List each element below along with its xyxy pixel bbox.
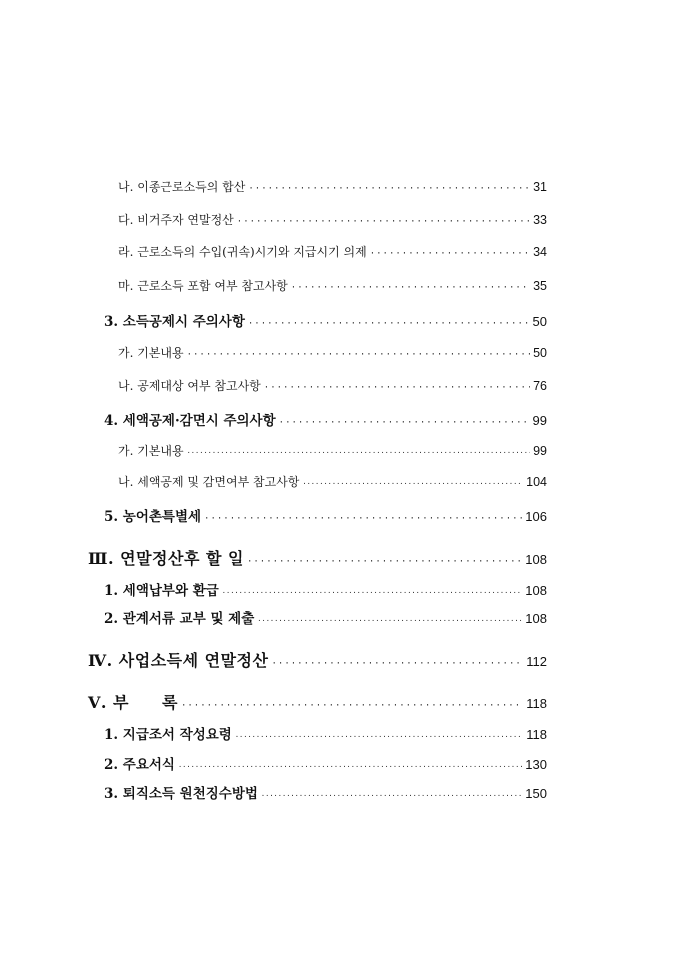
toc-entry[interactable]: [118, 473, 547, 490]
toc-page-number: 99: [533, 444, 547, 458]
toc-page-number: 99: [532, 413, 547, 428]
toc-page-number: 50: [533, 346, 547, 360]
dot-leader: [271, 659, 523, 669]
toc-page-number: 112: [526, 654, 547, 669]
toc-page-number: 104: [526, 475, 547, 489]
toc-page-number: 50: [532, 314, 547, 329]
toc-entry-label: 1. 세액납부와 환급: [104, 583, 219, 599]
toc-page-number: 118: [526, 727, 547, 742]
dot-leader: [187, 449, 531, 457]
toc-entry[interactable]: [104, 409, 547, 429]
toc-entry-label: Ⅳ. 사업소득세 연말정산: [88, 651, 269, 670]
toc-page-number: 108: [525, 552, 547, 567]
toc-page-number: 108: [525, 611, 547, 626]
dot-leader: [204, 514, 522, 524]
dot-leader: [187, 350, 531, 360]
dot-leader: [302, 480, 523, 488]
toc-page-number: 108: [525, 583, 547, 598]
toc-entry-label: 라. 근로소득의 수입(귀속)시기와 지급시기 의제: [118, 245, 367, 259]
toc-entry-label: 다. 비거주자 연말정산: [118, 213, 234, 227]
toc-entry-label: 1. 지급조서 작성요령: [104, 727, 232, 743]
toc-entry-label: 가. 기본내용: [118, 444, 184, 458]
toc-chapter[interactable]: [88, 546, 547, 569]
toc-entry[interactable]: [104, 607, 547, 627]
toc-entry[interactable]: [104, 753, 547, 773]
toc-page-number: 130: [525, 757, 547, 772]
dot-leader: [178, 763, 522, 771]
toc-entry[interactable]: [118, 243, 547, 260]
toc-entry-label: 2. 주요서식: [104, 757, 175, 773]
dot-leader: [248, 319, 530, 329]
toc-entry-label: 나. 세액공제 및 감면여부 참고사항: [118, 475, 300, 489]
dot-leader: [181, 701, 523, 711]
dot-leader: [370, 249, 530, 259]
toc-entry-label: 3. 소득공제시 주의사항: [104, 314, 245, 330]
toc-entry[interactable]: [104, 723, 547, 743]
toc-page-number: 76: [533, 379, 547, 393]
toc-entry-label: 3. 퇴직소득 원천징수방법: [104, 786, 258, 802]
toc-entry-label: 5. 농어촌특별세: [104, 509, 202, 525]
toc-entry[interactable]: [118, 211, 547, 228]
toc-page-number: 31: [533, 180, 547, 194]
toc-entry[interactable]: [104, 579, 547, 599]
dot-leader: [222, 589, 523, 597]
toc-entry[interactable]: [118, 344, 547, 361]
toc-entry-label: 나. 이종근로소득의 합산: [118, 180, 246, 194]
dot-leader: [235, 733, 523, 741]
toc-page-number: 106: [525, 509, 547, 524]
dot-leader: [257, 617, 522, 625]
dot-leader: [279, 418, 530, 428]
toc-entry[interactable]: [104, 505, 547, 525]
toc-entry-label: Ⅲ. 연말정산후 할 일: [88, 549, 244, 568]
toc-entry-label: 2. 관계서류 교부 및 제출: [104, 611, 255, 627]
toc-page-number: 33: [533, 213, 547, 227]
toc-entry[interactable]: [118, 277, 547, 294]
toc-entry[interactable]: [118, 377, 547, 394]
toc-chapter[interactable]: [88, 690, 547, 713]
toc-chapter[interactable]: [88, 648, 547, 671]
dot-leader: [248, 184, 530, 194]
toc-entry-label: Ⅴ. 부 록: [88, 693, 178, 712]
toc-page-number: 118: [526, 696, 547, 711]
dot-leader: [237, 217, 530, 227]
toc-entry-label: 마. 근로소득 포함 여부 참고사항: [118, 279, 288, 293]
dot-leader: [261, 792, 522, 800]
dot-leader: [247, 557, 522, 567]
dot-leader: [264, 383, 530, 393]
toc-entry[interactable]: [118, 178, 547, 195]
toc-page-number: 35: [533, 279, 547, 293]
dot-leader: [291, 283, 530, 293]
toc-entry-label: 나. 공제대상 여부 참고사항: [118, 379, 261, 393]
toc-entry[interactable]: [104, 310, 547, 330]
toc-entry[interactable]: [104, 782, 547, 802]
toc-page-number: 34: [533, 245, 547, 259]
toc-entry-label: 4. 세액공제·감면시 주의사항: [104, 413, 276, 429]
toc-page-number: 150: [525, 786, 547, 801]
toc-entry[interactable]: [118, 442, 547, 459]
toc-entry-label: 가. 기본내용: [118, 346, 184, 360]
